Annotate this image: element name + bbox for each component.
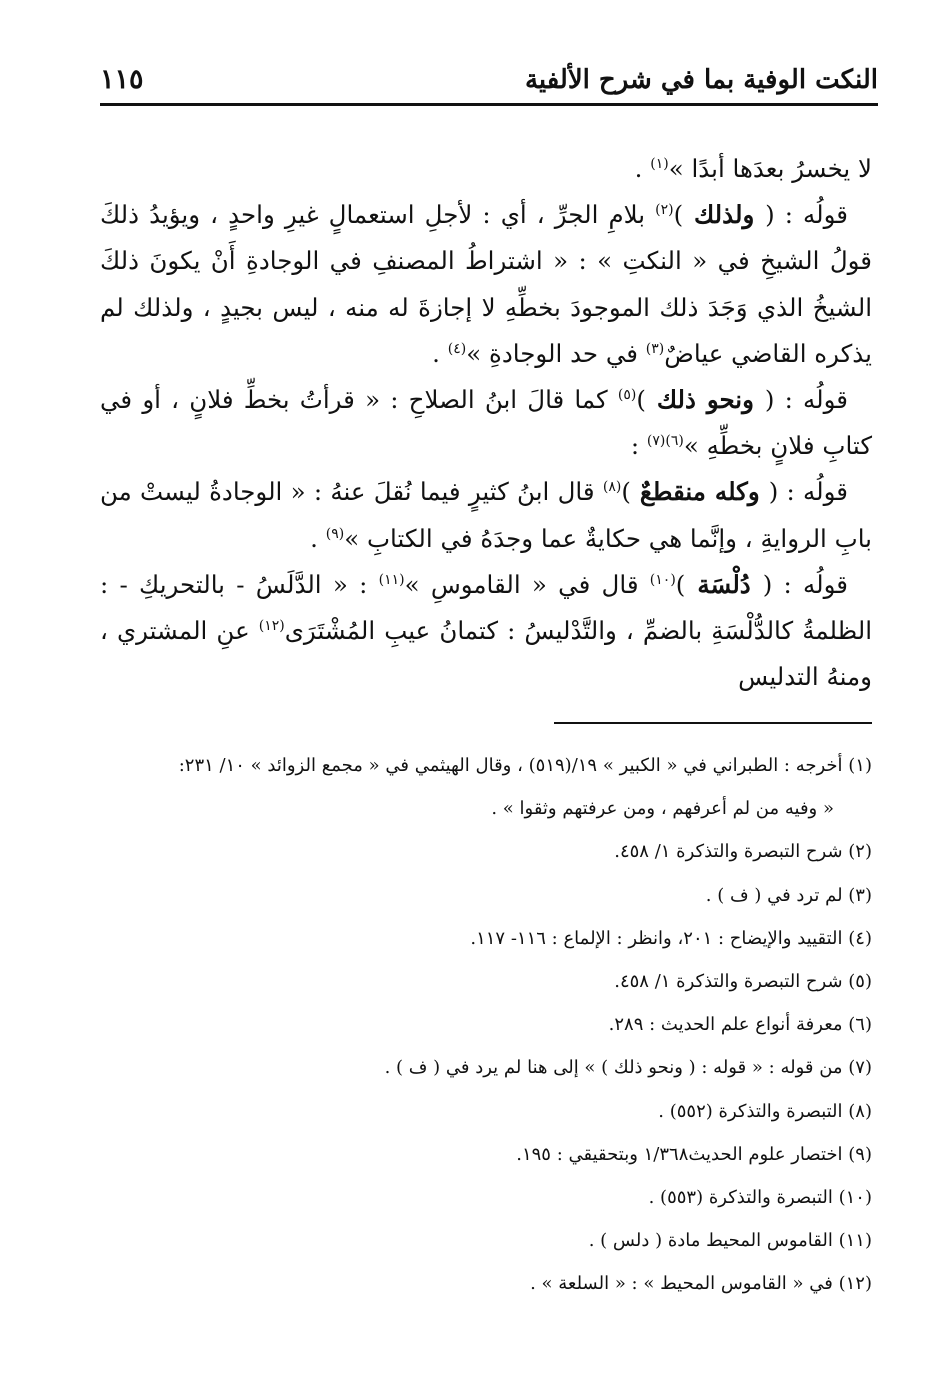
footnote-ref: (٦)(٧) <box>646 433 684 450</box>
footnote-ref: (٤) <box>447 340 467 357</box>
lemma: وكله منقطعٌ <box>630 477 769 507</box>
footnote-separator <box>554 722 872 724</box>
footnote: (١) أخرجه : الطبراني في « الكبير » ١٩/(٥١٩) ، وقال الهيثمي في « مجمع الزوائد » ١٠/ ٢٣١: <box>178 755 872 776</box>
main-text <box>100 146 872 700</box>
paragraph-continuation: لا يخسرُ بعدَها أبدًا »$^{(١)}$ . <box>634 154 872 183</box>
footnote-ref: (٨) <box>602 479 622 496</box>
footnote-ref: (٥) <box>617 386 637 403</box>
lemma: ولذلك <box>683 200 766 230</box>
page-number: ١١٥ <box>100 64 144 95</box>
footnote: (١٠) التبصرة والتذكرة (٥٥٣) . <box>648 1187 872 1209</box>
footnote-ref: (١) <box>650 155 669 172</box>
paragraph-commentary: قولُه : ( ولذلك )$^{(٢)}$ بلامِ الجرِّ ، أي : لأجلِ استعمالٍ غيرِ واحدٍ ، ويؤيدُ ذلكَ قولُ الشيخِ في « النكتِ » : « اشتراطُ المصنفِ في الوجادةِ أَنْ يكونَ ذلكَ الشيخُ الذي وَجَدَ ذلك الموجودَ بخطِّهِ لا إجازةَ له منه ، ليس بجيدٍ ، ولذلك لم يذكره القاضي عياضٌ$^{(٣)}$ في حد الوجادةِ »$^{(٤)}$ . <box>100 200 872 368</box>
footnote: (٩) اختصار علوم الحديث١/٣٦٨ وبتحقيقي : ١٩٥. <box>516 1143 872 1165</box>
lemma: دُلْسَة <box>685 569 763 599</box>
footnote-ref: (١١) <box>378 571 405 588</box>
footnote: (٣) لم ترد في ( ف ) . <box>705 884 872 906</box>
footnote: (٧) من قوله : « قوله : ( ونحو ذلك ) » إلى هنا لم يرد في ( ف ) . <box>384 1057 872 1079</box>
footnote-ref: (١٠) <box>649 571 676 588</box>
paragraph-commentary: قولُه : ( ونحو ذلك )$^{(٥)}$ كما قالَ ابنُ الصلاحِ : « قرأتُ بخطِّ فلانٍ ، أو في كتابِ فلانٍ بخطِّهِ »$^{(٦)(٧)}$ : <box>100 385 872 461</box>
footnote-ref: (٩) <box>325 525 345 542</box>
footnote: (١٢) في « القاموس المحيط » : « السلعة » . <box>530 1273 872 1295</box>
footnote-ref: (٣) <box>645 340 665 357</box>
book-title: النكت الوفية بما في شرح الألفية <box>524 65 878 95</box>
footnote: (٢) شرح التبصرة والتذكرة ١/ ٤٥٨. <box>614 841 872 863</box>
paragraph-commentary: قولُه : ( وكله منقطعٌ )$^{(٨)}$ قال ابنُ كثيرٍ فيما نُقلَ عنهُ : « الوجادةُ ليستْ من بابِ الروايةِ ، وإنَّما هي حكايةٌ عما وجدَهُ في الكتابِ »$^{(٩)}$ . <box>100 477 872 553</box>
footnote-continuation: « وفيه من لم أعرفهم ، ومن عرفتهم وثقوا » . <box>491 798 834 820</box>
paragraph-commentary: قولُه : ( دُلْسَة )$^{(١٠)}$ قال في « القاموسِ »$^{(١١)}$ : « الدَّلَسُ - بالتحريكِ - : الظلمةُ كالدُّلْسَةِ بالضمِّ ، والتَّدْليسُ : كتمانُ عيبِ المُشْتَرَى$^{(١٢)}$ عنِ المشتري ، ومنهُ التدليس <box>100 569 873 692</box>
footnote-ref: (١٢) <box>258 617 285 634</box>
footnote: (١١) القاموس المحيط مادة ( دلس ) . <box>588 1230 872 1252</box>
lemma: ونحو ذلك <box>645 385 765 415</box>
footnote: (٥) شرح التبصرة والتذكرة ١/ ٤٥٨. <box>614 971 872 993</box>
footnote-ref: (٢) <box>655 202 674 219</box>
footnotes <box>96 744 872 1306</box>
footnote: (٤) التقييد والإيضاح : ٢٠١، وانظر : الإلماع : ١١٦- ١١٧. <box>470 927 872 949</box>
running-header <box>100 64 878 106</box>
footnote: (٦) معرفة أنواع علم الحديث : ٢٨٩. <box>608 1014 872 1036</box>
footnote: (٨) التبصرة والتذكرة (٥٥٢) . <box>658 1100 872 1122</box>
